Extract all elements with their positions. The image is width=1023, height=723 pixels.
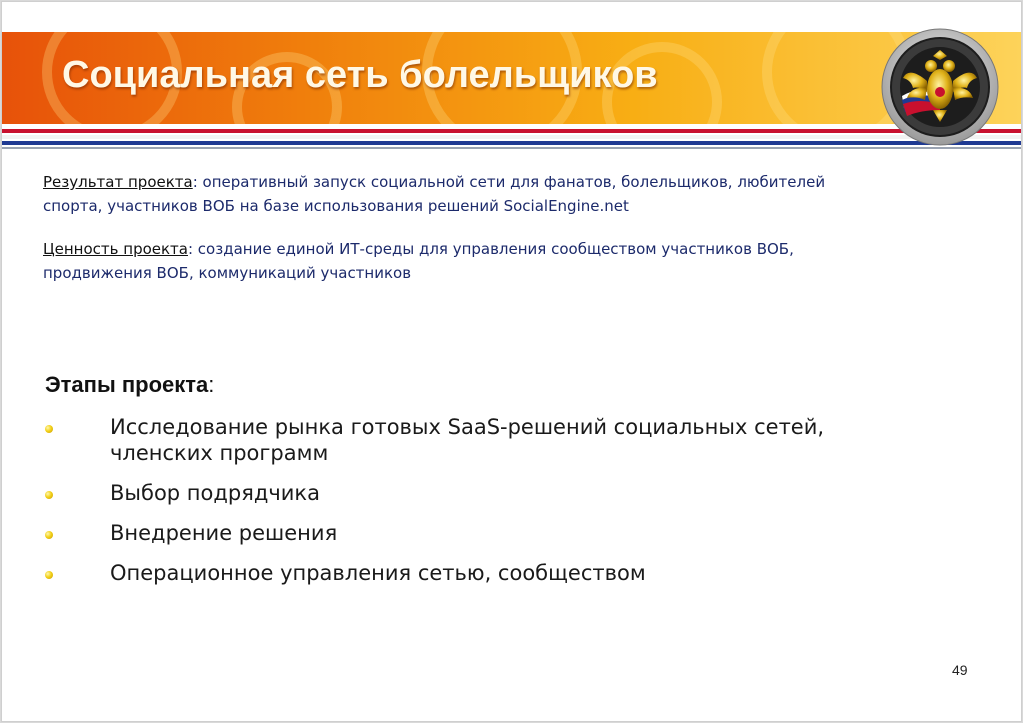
project-value-label: Ценность проекта [43,240,188,258]
bullet-icon [45,531,53,539]
slide [1,1,1022,722]
project-result-label: Результат проекта [43,173,193,191]
project-value-text: : создание единой ИТ-среды для управления сообществом участников ВОБ, продвижения ВОБ, коммуникаций участников [43,240,794,282]
bullet-icon [45,491,53,499]
page-number: 49 [952,662,968,678]
stages-heading [45,372,214,398]
list-item [42,520,842,546]
emblem-icon [879,26,1001,148]
list-item [42,414,842,466]
project-value [43,237,863,285]
tricolor-stripes [2,129,1021,151]
stage-text: Исследование рынка готовых SaaS-решений социальных сетей, членских программ [110,415,825,465]
stages-list [42,414,842,600]
stages-heading-colon: : [208,372,215,397]
project-result-text: : оперативный запуск социальной сети для фанатов, болельщиков, любителей спорта, участников ВОБ на базе использования решений SocialEngine.net [43,173,826,215]
bullet-icon [45,571,53,579]
bullet-icon [45,425,53,433]
stages-heading-label: Этапы проекта [45,372,209,397]
stage-text: Внедрение решения [110,521,338,545]
stage-text: Выбор подрядчика [110,481,320,505]
project-result [43,170,863,218]
stage-text: Операционное управления сетью, сообществом [110,561,646,585]
list-item [42,480,842,506]
slide-title: Социальная сеть болельщиков [62,54,658,96]
list-item [42,560,842,586]
